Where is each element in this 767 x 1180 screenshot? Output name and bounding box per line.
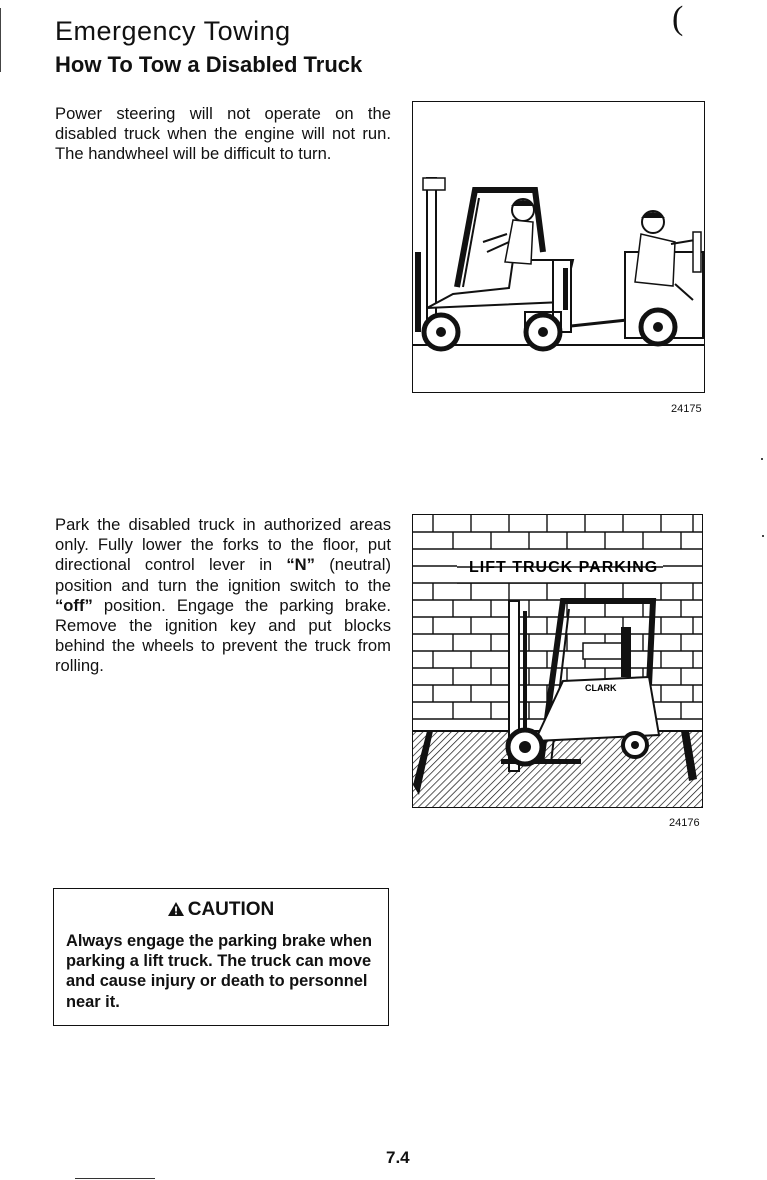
- page-number: 7.4: [386, 1148, 410, 1167]
- corner-mark: (: [672, 0, 684, 37]
- caution-text: Always engage the parking brake when parking a lift truck. The truck can move and cause injury or death to personnel near it.: [66, 932, 373, 1011]
- scan-speck: [761, 458, 763, 460]
- section-title: Emergency Towing: [55, 16, 291, 46]
- scan-speck: [762, 535, 764, 537]
- figure-number: 24176: [669, 817, 700, 829]
- parking-sign-text: LIFT TRUCK PARKING: [469, 559, 659, 576]
- caution-heading: CAUTION: [187, 899, 275, 920]
- forklift-parking-illustration: [413, 515, 702, 807]
- caution-box: [53, 888, 389, 1026]
- neutral-label: “N”: [286, 555, 315, 575]
- paragraph-park-truck: [55, 515, 391, 677]
- paragraph-text: (neutral) position and turn the ignition switch to the: [55, 555, 392, 595]
- page-subtitle: How To Tow a Disabled Truck: [55, 52, 363, 77]
- paragraph-power-steering: Power steering will not operate on the disabled truck when the engine will not run. The handwheel will be difficult to turn.: [55, 104, 391, 164]
- paragraph-text: Park the disabled truck in authorized areas only. Fully lower the forks to the floor, put directional control lever in: [55, 515, 391, 575]
- footer-rule: [75, 1178, 155, 1179]
- margin-rule: [0, 8, 1, 72]
- figure-parking: [412, 514, 703, 808]
- paragraph-text: position. Engage the parking brake. Remove the ignition key and put blocks behind the wheels to prevent the truck from rolling.: [55, 595, 391, 676]
- figure-number: 24175: [671, 403, 702, 415]
- forklift-towing-illustration: [413, 102, 704, 392]
- caution-heading-row: [54, 899, 388, 921]
- off-label: “off”: [55, 595, 93, 615]
- figure-towing: [412, 101, 705, 393]
- warning-triangle-icon: [168, 902, 184, 916]
- forklift-brand-label: CLARK: [585, 683, 617, 693]
